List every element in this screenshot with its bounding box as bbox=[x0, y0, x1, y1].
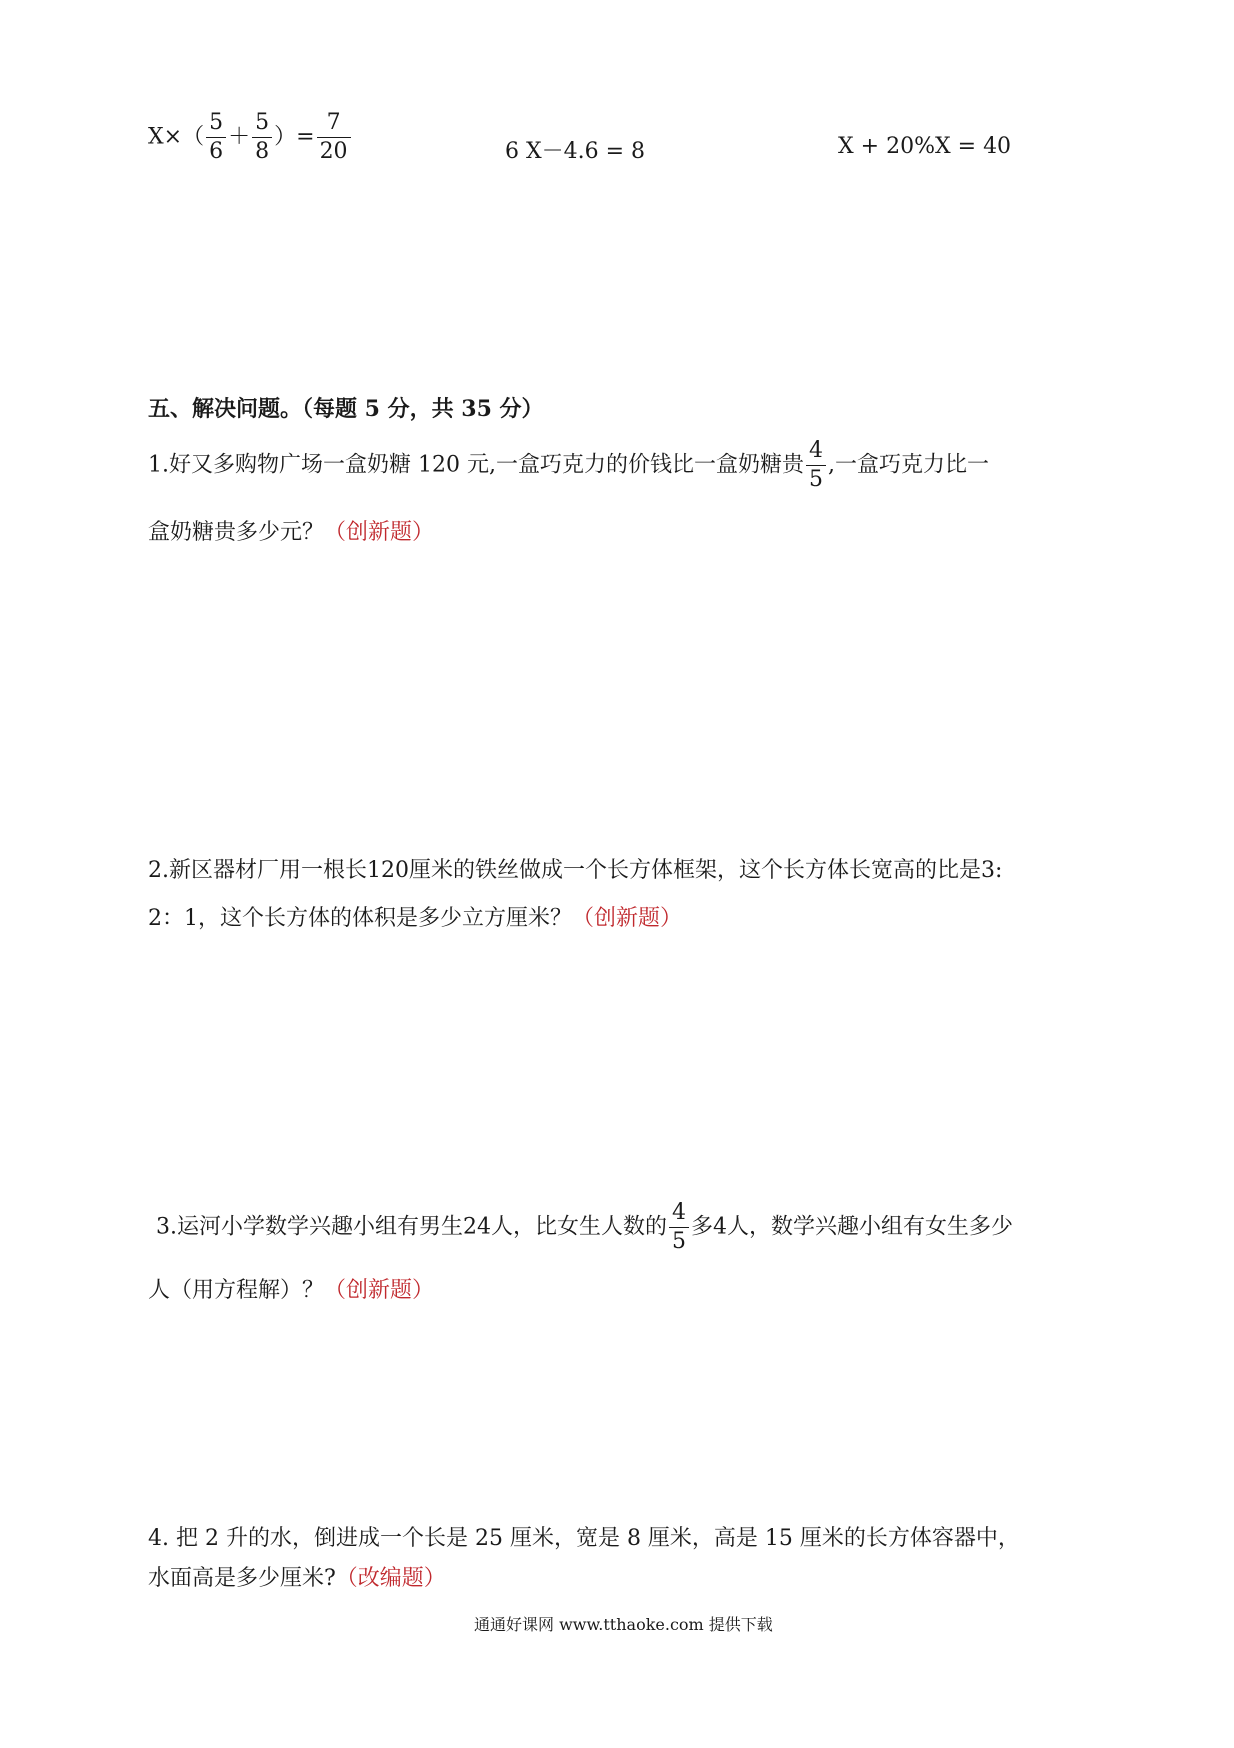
question-tag: （创新题） bbox=[324, 520, 435, 545]
question-tag: （创新题） bbox=[572, 906, 683, 931]
question-2-line-1: 2.新区器材厂用一根长120厘米的铁丝做成一个长方体框架，这个长方体长宽高的比是3: bbox=[148, 858, 1003, 883]
eq1-close: ）= bbox=[274, 124, 315, 150]
question-3-line-1: 3.运河小学数学兴趣小组有男生24人，比女生人数的 $\frac{4}{5}$ 多4人，数学兴趣小组有女生多少 bbox=[156, 1200, 1013, 1254]
equation-2: 6 X－4.6 = 8 bbox=[505, 139, 646, 164]
eq1-fraction-1: $\frac{5}{6}$ bbox=[206, 112, 226, 163]
eq1-fraction-3: $\frac{7}{20}$ bbox=[317, 112, 351, 163]
question-4-line-2: 水面高是多少厘米?（改编题） bbox=[148, 1566, 446, 1591]
question-3-line-2: 人（用方程解）？（创新题） bbox=[148, 1278, 435, 1303]
eq1-lead: X×（ bbox=[148, 124, 205, 150]
question-1-line-1: 1.好又多购物广场一盒奶糖 120 元,一盒巧克力的价钱比一盒奶糖贵 $\frac{4}{5}$ ,一盒巧克力比一 bbox=[148, 438, 989, 492]
section-heading: 五、解决问题。（每题 5 分，共 35 分） bbox=[148, 396, 544, 422]
equation-1 bbox=[148, 112, 353, 163]
page-footer: 通通好课网 www.tthaoke.com 提供下载 bbox=[474, 1615, 773, 1634]
q1-fraction: $\frac{4}{5}$ bbox=[806, 440, 826, 491]
equation-3: X + 20%X = 40 bbox=[838, 134, 1012, 159]
question-2-line-2: 2：1，这个长方体的体积是多少立方厘米？（创新题） bbox=[148, 906, 683, 931]
eq1-plus: ＋ bbox=[228, 124, 251, 150]
question-tag: （改编题） bbox=[335, 1566, 446, 1591]
question-4-line-1: 4. 把 2 升的水，倒进成一个长是 25 厘米，宽是 8 厘米，高是 15 厘米的长方体容器中， bbox=[148, 1526, 1020, 1551]
q3-fraction: $\frac{4}{5}$ bbox=[669, 1202, 689, 1253]
question-tag: （创新题） bbox=[324, 1278, 435, 1303]
question-1-line-2: 盒奶糖贵多少元？（创新题） bbox=[148, 520, 435, 545]
eq1-fraction-2: $\frac{5}{8}$ bbox=[252, 112, 272, 163]
